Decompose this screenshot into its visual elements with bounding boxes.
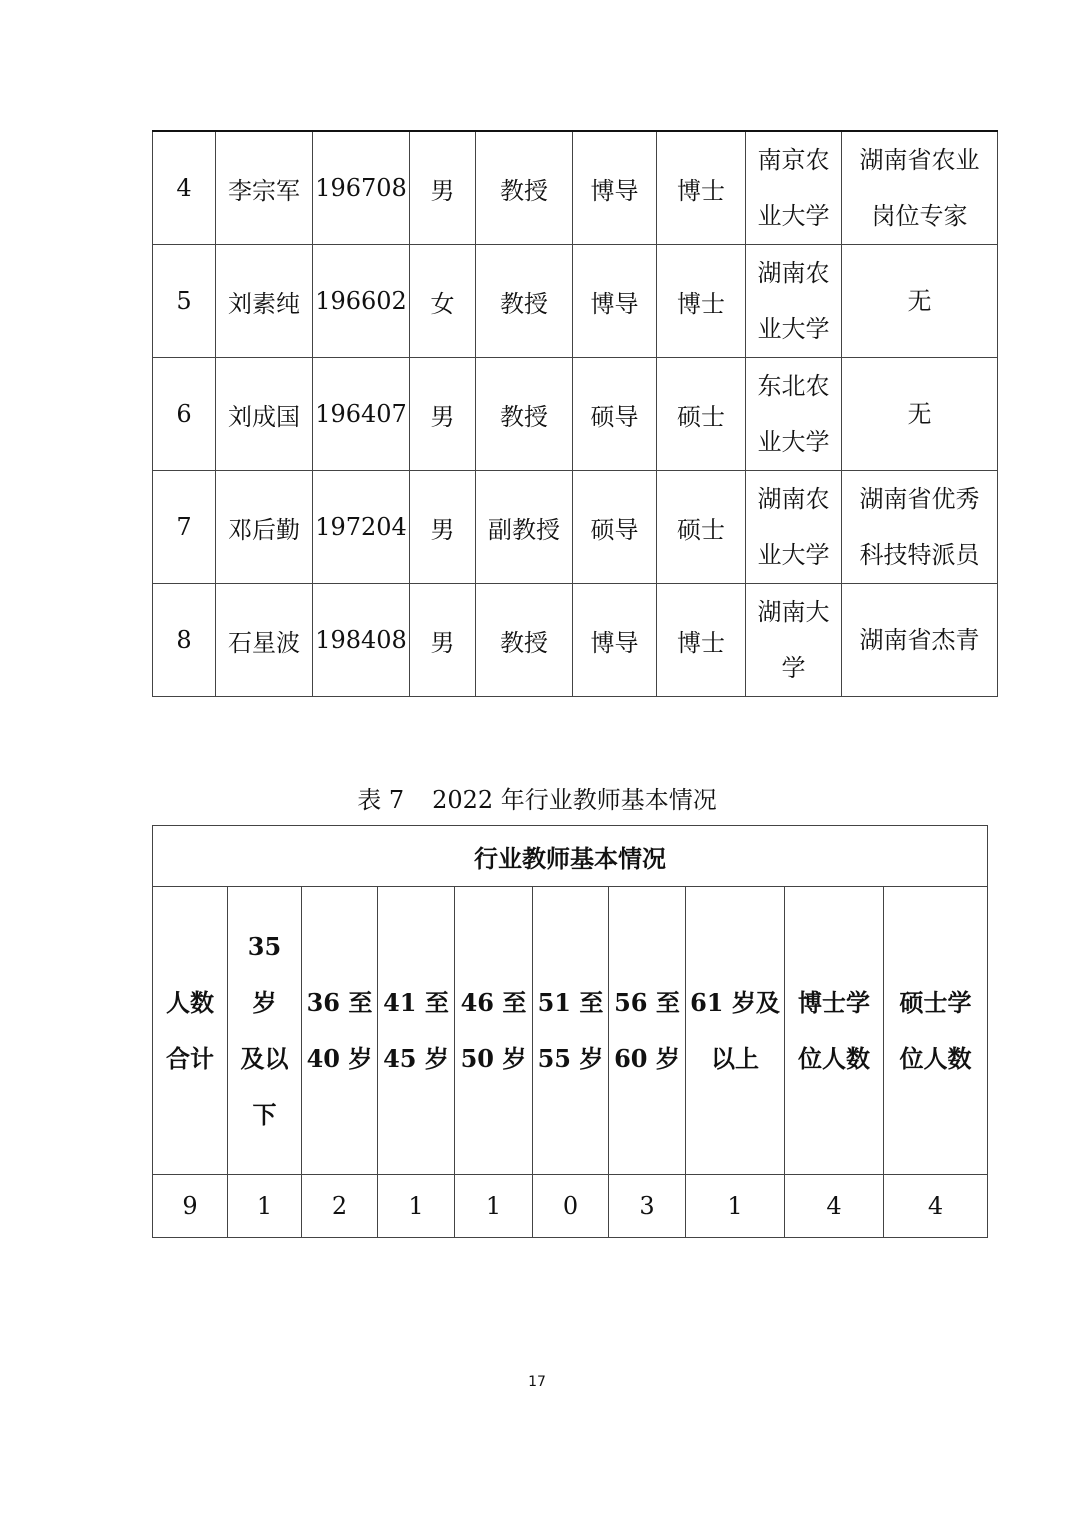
faculty-cell-honor [842,584,998,697]
header-line: 人数 [166,987,214,1017]
summary-value-cell: 1 [228,1175,302,1238]
faculty-row [153,471,998,584]
faculty-cell-title: 教授 [476,245,573,358]
faculty-cell-title: 副教授 [476,471,573,584]
faculty-cell-degree: 博士 [657,584,746,697]
faculty-cell-no: 6 [153,358,216,471]
faculty-row [153,358,998,471]
summary-header-row [153,887,988,1175]
header-line: 61 岁及 [690,987,780,1017]
faculty-cell-supervisor: 博导 [573,245,657,358]
faculty-cell-born: 198408 [313,584,410,697]
cell-line: 业大学 [757,202,830,230]
header-line: 位人数 [798,1043,870,1073]
faculty-cell-no: 4 [153,131,216,245]
faculty-cell-born: 196407 [313,358,410,471]
cell-line: 无 [907,400,932,428]
faculty-row [153,584,998,697]
faculty-cell-born: 196708 [313,131,410,245]
summary-value-cell: 1 [378,1175,455,1238]
faculty-cell-name: 李宗军 [216,131,313,245]
faculty-table-body [153,131,998,697]
faculty-row [153,131,998,245]
summary-header-cell [533,887,609,1175]
faculty-cell-gender: 男 [410,358,476,471]
faculty-cell-school [746,584,842,697]
header-line: 下 [252,1099,277,1129]
faculty-cell-school [746,245,842,358]
faculty-cell-degree: 博士 [657,245,746,358]
header-line: 60 岁 [614,1043,680,1073]
cell-line: 无 [907,287,932,315]
table-caption [0,780,1074,815]
summary-value-cell: 1 [455,1175,533,1238]
summary-value-cell: 4 [884,1175,988,1238]
faculty-cell-name: 刘成国 [216,358,313,471]
faculty-cell-supervisor: 博导 [573,131,657,245]
faculty-cell-name: 邓后勤 [216,471,313,584]
summary-header-cell [378,887,455,1175]
header-line: 硕士学 [899,987,972,1017]
faculty-cell-name: 刘素纯 [216,245,313,358]
summary-value-cell: 1 [686,1175,785,1238]
header-line: 合计 [166,1043,214,1073]
summary-header-cell [609,887,686,1175]
summary-header-cell [302,887,378,1175]
header-line: 45 岁 [383,1043,449,1073]
summary-header-cell [686,887,785,1175]
faculty-cell-title: 教授 [476,131,573,245]
page-number: 17 [528,1374,546,1390]
faculty-row [153,245,998,358]
cell-line: 南京农 [757,146,830,174]
faculty-cell-honor [842,131,998,245]
summary-value-cell: 0 [533,1175,609,1238]
cell-line: 湖南农 [757,259,830,287]
cell-line: 湖南省杰青 [859,626,980,654]
cell-line: 科技特派员 [859,541,980,569]
faculty-cell-supervisor: 硕导 [573,358,657,471]
header-line: 40 岁 [306,1043,373,1073]
header-line: 以上 [711,1043,759,1073]
faculty-cell-school [746,131,842,245]
header-line: 56 至 [614,987,680,1017]
header-line: 位人数 [899,1043,972,1073]
faculty-cell-degree: 硕士 [657,471,746,584]
summary-value-cell: 2 [302,1175,378,1238]
industry-teacher-summary-table [152,825,988,1238]
header-line: 51 至 [537,987,604,1017]
faculty-cell-honor [842,245,998,358]
faculty-cell-title: 教授 [476,584,573,697]
faculty-cell-no: 8 [153,584,216,697]
summary-value-cell: 3 [609,1175,686,1238]
cell-line: 湖南省农业 [859,146,980,174]
header-line: 55 岁 [537,1043,604,1073]
cell-line: 湖南省优秀 [859,485,980,513]
faculty-cell-degree: 硕士 [657,358,746,471]
faculty-cell-school [746,471,842,584]
cell-line: 岗位专家 [871,202,968,230]
header-line: 及以 [240,1043,289,1073]
summary-header-cell [228,887,302,1175]
faculty-table [152,130,998,697]
header-line: 50 岁 [460,1043,527,1073]
faculty-cell-school [746,358,842,471]
header-line: 博士学 [798,987,870,1017]
faculty-cell-no: 7 [153,471,216,584]
cell-line: 湖南大 [757,598,830,626]
summary-value-cell: 4 [785,1175,884,1238]
table-caption-label: 表 7 [357,786,405,814]
cell-line: 业大学 [757,315,830,343]
faculty-cell-honor [842,358,998,471]
faculty-cell-gender: 女 [410,245,476,358]
header-line: 35 岁 [247,931,282,1017]
faculty-cell-gender: 男 [410,131,476,245]
cell-line: 东北农 [757,372,830,400]
cell-line: 业大学 [757,428,830,456]
cell-line: 业大学 [757,541,830,569]
header-line: 46 至 [460,987,527,1017]
faculty-cell-name: 石星波 [216,584,313,697]
table-caption-text: 2022 年行业教师基本情况 [432,786,717,814]
cell-line: 湖南农 [757,485,830,513]
faculty-cell-honor [842,471,998,584]
faculty-cell-born: 197204 [313,471,410,584]
summary-header-cell [884,887,988,1175]
summary-value-row [153,1175,988,1238]
faculty-cell-born: 196602 [313,245,410,358]
faculty-cell-no: 5 [153,245,216,358]
cell-line: 学 [781,654,806,682]
summary-header-cell [785,887,884,1175]
summary-header-cell [153,887,228,1175]
faculty-cell-title: 教授 [476,358,573,471]
faculty-cell-supervisor: 博导 [573,584,657,697]
header-line: 36 至 [306,987,373,1017]
faculty-cell-degree: 博士 [657,131,746,245]
summary-table-title: 行业教师基本情况 [153,826,988,887]
summary-header-cell [455,887,533,1175]
faculty-cell-supervisor: 硕导 [573,471,657,584]
faculty-cell-gender: 男 [410,471,476,584]
summary-value-cell: 9 [153,1175,228,1238]
faculty-cell-gender: 男 [410,584,476,697]
header-line: 41 至 [383,987,449,1017]
